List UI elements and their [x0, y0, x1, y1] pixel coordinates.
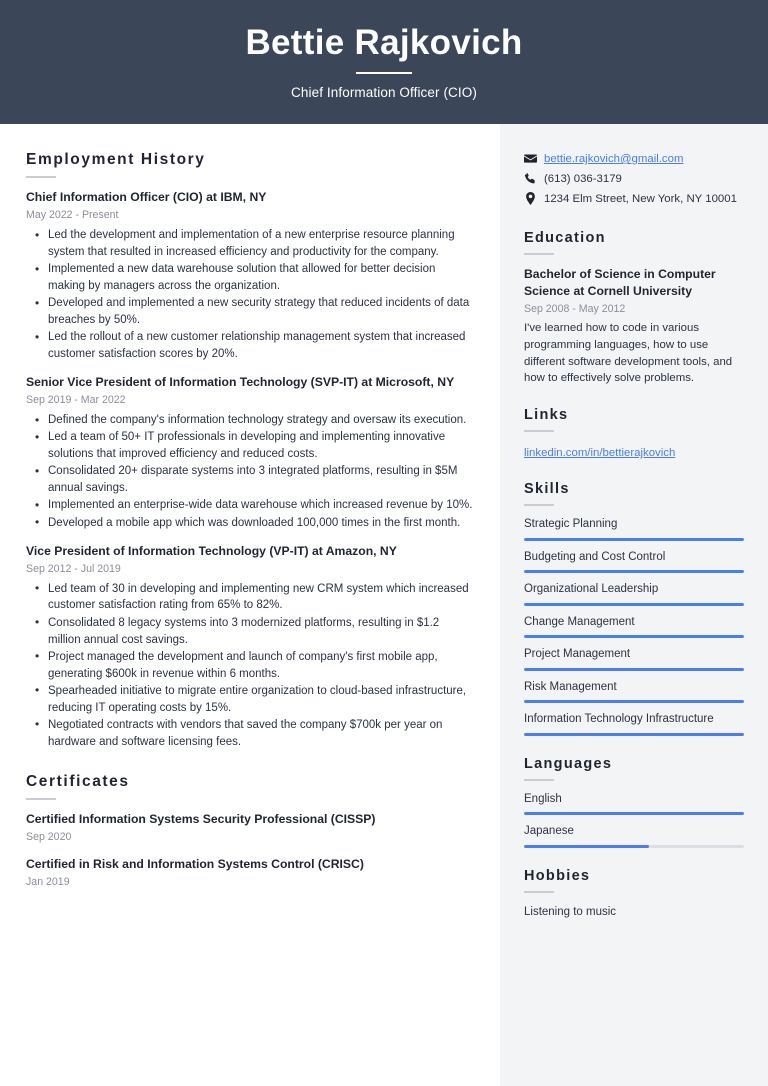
certificate-entry	[26, 856, 474, 890]
language-item	[524, 792, 744, 816]
job-bullet: • Implemented a new data warehouse solution that allowed for better decision making by managers across the organization.	[26, 261, 474, 295]
employment-entry	[26, 543, 474, 751]
hobby-item: Listening to music	[524, 905, 617, 918]
resume-header	[0, 0, 768, 124]
heading-underline	[524, 253, 554, 255]
heading-underline	[524, 891, 554, 893]
skill-item	[524, 647, 744, 671]
phone-icon	[524, 171, 544, 185]
hobbies-section	[524, 868, 744, 921]
employment-entry	[26, 189, 474, 363]
bar-fill	[524, 668, 744, 671]
certificates-section	[26, 773, 474, 890]
bar-fill	[524, 570, 744, 573]
skill-label: Strategic Planning	[524, 518, 618, 531]
candidate-job-title: Chief Information Officer (CIO)	[291, 84, 477, 100]
bar-fill	[524, 733, 744, 736]
bar-track	[524, 845, 744, 848]
header-divider	[356, 72, 412, 74]
skill-list	[524, 517, 744, 736]
certificate-date: Jan 2019	[26, 875, 70, 888]
skill-item	[524, 550, 744, 574]
language-list	[524, 792, 744, 848]
heading-underline	[524, 504, 554, 506]
job-bullet-list	[26, 227, 474, 363]
certificate-entry	[26, 811, 474, 845]
job-bullet: • Consolidated 20+ disparate systems into 3 integrated platforms, resulting in $5M annual savings.	[26, 463, 474, 497]
bar-fill	[524, 812, 744, 815]
job-bullet: • Negotiated contracts with vendors that saved the company $700k per year on hardware and software licensing fees.	[26, 717, 474, 751]
email-link[interactable]: bettie.rajkovich@gmail.com	[544, 153, 684, 165]
education-section	[524, 230, 744, 388]
skill-item	[524, 680, 744, 704]
bar-fill	[524, 700, 744, 703]
job-bullet: • Led team of 30 in developing and implementing new CRM system which increased customer satisfaction rating from 65% to 82%.	[26, 581, 474, 615]
bar-fill	[524, 538, 744, 541]
skill-item	[524, 615, 744, 639]
languages-section	[524, 756, 744, 848]
skill-label: Risk Management	[524, 680, 617, 693]
envelope-icon	[524, 151, 544, 165]
job-bullet: • Led a team of 50+ IT professionals in developing and implementing innovative solutions that improved efficiency and reduced costs.	[26, 429, 474, 463]
employment-history-section	[26, 151, 474, 751]
heading-underline	[26, 176, 56, 178]
links-heading: Links	[524, 407, 569, 424]
job-title: Senior Vice President of Information Technology (SVP-IT) at Microsoft, NY	[26, 374, 455, 389]
job-bullet-list	[26, 412, 474, 531]
job-bullet: • Consolidated 8 legacy systems into 3 modernized platforms, resulting in $1.2 million annual cost savings.	[26, 615, 474, 649]
education-degree: Bachelor of Science in Computer Science at Cornell University	[524, 266, 716, 298]
certificates-heading: Certificates	[26, 772, 130, 790]
bar-track	[524, 538, 744, 541]
job-bullet: • Project managed the development and launch of company's first mobile app, generating $600k in revenue within 6 months.	[26, 649, 474, 683]
skill-label: Organizational Leadership	[524, 583, 659, 596]
bar-fill	[524, 635, 744, 638]
education-description: I've learned how to code in various programming languages, how to use different software development tools, and how to effectively solve problems.	[524, 322, 733, 385]
job-bullet: • Developed and implemented a new security strategy that reduced incidents of data breaches by 50%.	[26, 295, 474, 329]
phone-number: (613) 036-3179	[544, 173, 622, 186]
bar-fill	[524, 845, 649, 848]
candidate-name: Bettie Rajkovich	[245, 23, 523, 63]
job-bullet: • Spearheaded initiative to migrate entire organization to cloud-based infrastructure, reducing IT operating costs by 15%.	[26, 683, 474, 717]
education-heading: Education	[524, 229, 606, 246]
job-bullet: • Led the development and implementation of a new enterprise resource planning system that resulted in increased efficiency and productivity for the company.	[26, 227, 474, 261]
employment-entry-list	[26, 189, 474, 751]
language-label: Japanese	[524, 825, 574, 838]
skills-heading: Skills	[524, 481, 570, 498]
sidebar-column	[500, 124, 768, 1086]
bar-track	[524, 700, 744, 703]
heading-underline	[26, 798, 56, 800]
heading-underline	[524, 430, 554, 432]
skill-item	[524, 517, 744, 541]
contact-row-address	[524, 191, 744, 207]
skill-label: Project Management	[524, 648, 631, 661]
job-bullet: • Developed a mobile app which was downloaded 100,000 times in the first month.	[26, 515, 474, 532]
job-bullet: • Defined the company's information technology strategy and oversaw its execution.	[26, 412, 474, 429]
certificate-date: Sep 2020	[26, 830, 72, 843]
job-title: Chief Information Officer (CIO) at IBM, NY	[26, 190, 267, 204]
contact-row-email[interactable]	[524, 151, 744, 167]
skill-item	[524, 582, 744, 606]
job-bullet-list	[26, 581, 474, 751]
profile-link[interactable]: linkedin.com/in/bettierajkovich	[524, 447, 676, 460]
language-label: English	[524, 792, 562, 805]
main-column	[0, 124, 500, 1086]
skill-label: Change Management	[524, 615, 635, 628]
languages-heading: Languages	[524, 755, 613, 772]
address-text: 1234 Elm Street, New York, NY 10001	[544, 193, 737, 206]
skills-section	[524, 481, 744, 736]
job-date: May 2022 - Present	[26, 209, 119, 222]
employment-history-heading: Employment History	[26, 151, 206, 168]
job-date: Sep 2019 - Mar 2022	[26, 394, 126, 407]
skill-label: Information Technology Infrastructure	[524, 713, 714, 726]
skill-label: Budgeting and Cost Control	[524, 550, 666, 563]
bar-track	[524, 603, 744, 606]
certificate-title: Certified Information Systems Security Professional (CISSP)	[26, 811, 376, 826]
hobbies-heading: Hobbies	[524, 867, 591, 884]
education-date: Sep 2008 - May 2012	[524, 303, 626, 316]
certificate-title: Certified in Risk and Information Systems Control (CRISC)	[26, 856, 364, 871]
links-section	[524, 407, 744, 461]
bar-track	[524, 635, 744, 638]
certificate-list	[26, 811, 474, 890]
job-title: Vice President of Information Technology (VP-IT) at Amazon, NY	[26, 543, 397, 558]
job-bullet: • Implemented an enterprise-wide data warehouse which increased revenue by 10%.	[26, 497, 474, 514]
contact-row-phone	[524, 171, 744, 187]
heading-underline	[524, 779, 554, 781]
bar-track	[524, 570, 744, 573]
job-date: Sep 2012 - Jul 2019	[26, 562, 121, 575]
bar-fill	[524, 603, 744, 606]
link-list	[524, 443, 744, 461]
bar-track	[524, 668, 744, 671]
language-item	[524, 824, 744, 848]
map-pin-icon	[524, 191, 544, 205]
employment-entry	[26, 374, 474, 532]
resume-body	[0, 124, 768, 1086]
contact-details	[524, 151, 744, 208]
job-bullet: • Led the rollout of a new customer relationship management system that increased customer satisfaction scores by 20%.	[26, 329, 474, 363]
link-item	[524, 443, 744, 461]
bar-track	[524, 812, 744, 815]
skill-item	[524, 712, 744, 736]
hobby-list	[524, 904, 744, 921]
bar-track	[524, 733, 744, 736]
